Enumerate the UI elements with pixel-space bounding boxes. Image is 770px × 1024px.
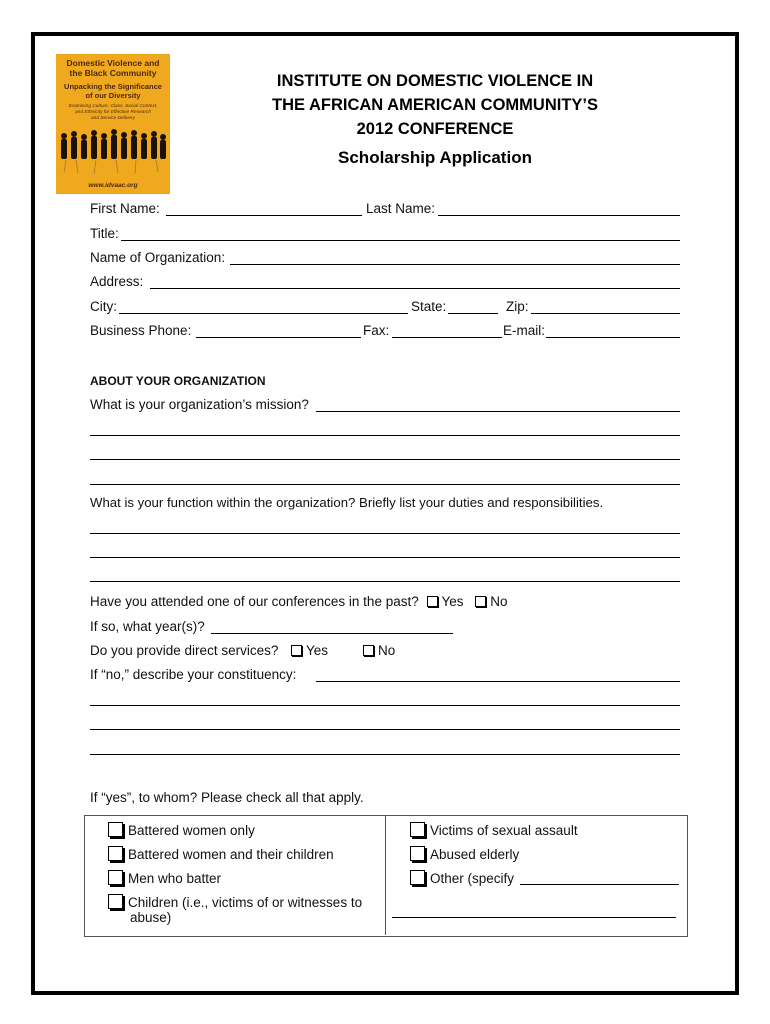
- mission-answer-line[interactable]: [90, 484, 680, 485]
- attended-yes-label: Yes: [441, 594, 464, 609]
- option-children-cont: abuse): [130, 910, 172, 925]
- logo-line6: and Ethnicity for Effective Research: [75, 110, 151, 115]
- option-label: Children (i.e., victims of or witnesses to: [128, 895, 363, 910]
- constituency-answer-line[interactable]: [90, 705, 680, 706]
- option-label: Men who batter: [128, 871, 222, 886]
- logo-line1: Domestic Violence and: [66, 58, 160, 68]
- business-phone-field[interactable]: [196, 337, 361, 338]
- sexual-assault-checkbox[interactable]: [410, 822, 425, 837]
- title-field[interactable]: [121, 240, 680, 241]
- direct-yes-option: [291, 643, 328, 659]
- mission-question: What is your organization’s mission?: [90, 397, 309, 412]
- option-label: Victims of sexual assault: [430, 823, 578, 838]
- mission-answer-line[interactable]: [90, 459, 680, 460]
- direct-no-checkbox[interactable]: [363, 645, 374, 656]
- state-label: State:: [411, 299, 447, 314]
- option-label: Battered women only: [128, 823, 255, 838]
- about-heading: ABOUT YOUR ORGANIZATION: [90, 374, 266, 388]
- men-who-batter-checkbox[interactable]: [108, 870, 123, 885]
- email-label: E-mail:: [503, 323, 546, 338]
- constituency-answer-line[interactable]: [90, 729, 680, 730]
- direct-no-option: [363, 643, 395, 659]
- logo-line3: Unpacking the Significance: [64, 82, 162, 91]
- title-label: Title:: [90, 226, 119, 241]
- attended-no-checkbox[interactable]: [475, 596, 486, 607]
- constituency-question: If “no,” describe your constituency:: [90, 667, 297, 682]
- header-line1: INSTITUTE ON DOMESTIC VIOLENCE IN: [276, 72, 594, 90]
- other-specify-field[interactable]: [520, 884, 679, 885]
- address-field[interactable]: [150, 288, 680, 289]
- option-label: Abused elderly: [430, 847, 520, 862]
- fax-field[interactable]: [392, 337, 502, 338]
- email-field[interactable]: [546, 337, 680, 338]
- header-line2: THE AFRICAN AMERICAN COMMUNITY’S: [271, 96, 598, 114]
- children-checkbox[interactable]: [108, 894, 123, 909]
- first-name-label: First Name:: [90, 201, 160, 216]
- mission-answer-line[interactable]: [90, 435, 680, 436]
- battered-women-checkbox[interactable]: [108, 822, 123, 837]
- logo-line7: and Service Delivery: [91, 116, 135, 121]
- last-name-label: Last Name:: [366, 201, 436, 216]
- option-other: [410, 870, 514, 887]
- function-answer-line[interactable]: [90, 557, 680, 558]
- option-label: Other (specify: [430, 871, 515, 886]
- business-phone-label: Business Phone:: [90, 323, 192, 338]
- battered-women-children-checkbox[interactable]: [108, 846, 123, 861]
- people-silhouettes-icon: [56, 126, 170, 176]
- conference-logo: [56, 54, 170, 194]
- option-battered-women-children: [108, 846, 334, 863]
- function-answer-line[interactable]: [90, 533, 680, 534]
- attended-yes-checkbox[interactable]: [427, 596, 438, 607]
- direct-yes-checkbox[interactable]: [291, 645, 302, 656]
- city-field[interactable]: [119, 313, 408, 314]
- option-label: Battered women and their children: [128, 847, 334, 862]
- first-name-field[interactable]: [166, 215, 362, 216]
- last-name-field[interactable]: [438, 215, 680, 216]
- logo-line2: the Black Community: [69, 68, 157, 78]
- page-subtitle: Scholarship Application: [338, 148, 532, 167]
- organization-label: Name of Organization:: [90, 250, 226, 265]
- mission-answer-line[interactable]: [316, 411, 680, 412]
- abused-elderly-checkbox[interactable]: [410, 846, 425, 861]
- zip-field[interactable]: [531, 313, 680, 314]
- logo-line5: Examining Culture, Class, Social Context,: [68, 104, 158, 109]
- years-question: If so, what year(s)?: [90, 619, 205, 634]
- state-field[interactable]: [448, 313, 498, 314]
- option-men-who-batter: [108, 870, 221, 887]
- address-label: Address:: [90, 274, 144, 289]
- years-field[interactable]: [211, 633, 453, 634]
- attended-no-label: No: [490, 594, 508, 609]
- organization-field[interactable]: [230, 264, 680, 265]
- direct-yes-label: Yes: [306, 643, 329, 658]
- other-checkbox[interactable]: [410, 870, 425, 885]
- function-question: What is your function within the organization? Briefly list your duties and responsibilities.: [90, 495, 604, 510]
- fax-label: Fax:: [363, 323, 390, 338]
- zip-label: Zip:: [506, 299, 529, 314]
- header-line3: 2012 CONFERENCE: [356, 120, 514, 138]
- function-answer-line[interactable]: [90, 581, 680, 582]
- constituency-answer-line[interactable]: [316, 681, 680, 682]
- constituency-answer-line[interactable]: [90, 754, 680, 755]
- options-column-divider: [385, 815, 386, 935]
- logo-line4: of our Diversity: [85, 91, 141, 100]
- option-abused-elderly: [410, 846, 519, 863]
- direct-services-question: Do you provide direct services?: [90, 643, 279, 658]
- direct-no-label: No: [378, 643, 396, 658]
- option-children: [108, 894, 362, 911]
- option-battered-women: [108, 822, 255, 839]
- logo-url: www.idvaac.org: [88, 182, 138, 189]
- other-specify-line2[interactable]: [392, 917, 676, 918]
- attended-question-text: Have you attended one of our conferences in the past?: [90, 594, 419, 609]
- option-sexual-assault: [410, 822, 578, 839]
- whom-question: If “yes”, to whom? Please check all that apply.: [90, 790, 364, 805]
- city-label: City:: [90, 299, 117, 314]
- attended-question: [90, 594, 508, 610]
